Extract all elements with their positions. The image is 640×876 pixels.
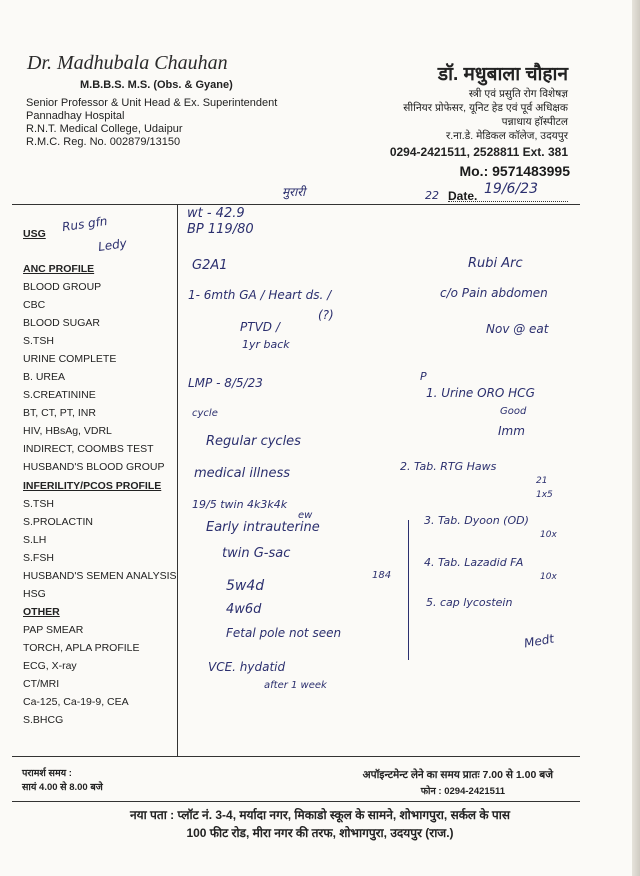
hw-cycle: cycle [192, 408, 218, 419]
page-edge-shadow [632, 0, 640, 876]
rmc-reg-no: R.M.C. Reg. No. 002879/13150 [26, 136, 181, 148]
hw-vce: VCE. hydatid [208, 660, 286, 674]
checklist-item: CT/MRI [23, 678, 60, 690]
hospital-hi: पन्नाधाय हॉस्पीटल [501, 116, 568, 128]
address-divider [12, 801, 580, 802]
checklist-item: BLOOD GROUP [23, 281, 102, 293]
hw-rx-5: 5. cap lycostein [426, 596, 513, 609]
checklist-item: HIV, HBsAg, VDRL [23, 425, 112, 437]
doctor-name-hi: डॉ. मधुबाला चौहान [437, 64, 568, 85]
hw-rx-3-b: 10x [540, 530, 557, 540]
hw-complaint: c/o Pain abdomen [440, 286, 548, 300]
doctor-degree: M.B.B.S. M.S. (Obs. & Gyane) [80, 79, 233, 91]
hw-patient-name: Rubi Arc [468, 256, 523, 271]
checklist-item: Ca-125, Ca-19-9, CEA [23, 696, 129, 708]
hw-fetal-pole: Fetal pole not seen [226, 626, 342, 640]
hw-complaint-2: Nov @ eat [486, 322, 549, 336]
hw-rx-1-note: Good [500, 406, 527, 417]
checklist-other: OTHER [23, 606, 60, 618]
consult-label: परामर्श समय : [22, 768, 72, 779]
checklist-item: S.FSH [23, 552, 54, 564]
phone-numbers: 0294-2421511, 2528811 Ext. 381 [389, 145, 568, 159]
college-hi: र.ना.डे. मेडिकल कॉलेज, उदयपुर [445, 130, 568, 142]
hw-gest-1: 5w4d [226, 578, 265, 594]
checklist-infertility-profile: INFERILITY/PCOS PROFILE [23, 480, 162, 492]
hw-usg-date-b: ew [298, 510, 313, 521]
date-underline [448, 201, 568, 202]
hw-rx-2-b: 21 [536, 476, 548, 486]
hw-bracket-line [408, 520, 409, 660]
college-name: R.N.T. Medical College, Udaipur [26, 123, 183, 135]
footer-phone: फोन : 0294-2421511 [420, 786, 505, 797]
checklist-item: INDIRECT, COOMBS TEST [23, 443, 154, 455]
checklist-item: S.TSH [23, 498, 54, 510]
hw-usg-note2: Ledy [97, 236, 128, 254]
title-hi: सीनियर प्रोफेसर, यूनिट हेड एवं पूर्व अधिक्षक [403, 102, 568, 114]
hw-lmp: LMP - 8/5/23 [188, 376, 263, 390]
checklist-item: S.TSH [23, 335, 54, 347]
checklist-item: URINE COMPLETE [23, 353, 117, 365]
address-line-1: नया पता : प्लॉट नं. 3-4, मर्यादा नगर, मिकाडो स्कूल के सामने, शोभागपुरा, सर्कल के पास [130, 808, 510, 822]
hw-rx-2-c: 1x5 [536, 490, 553, 500]
hw-after-week: after 1 week [264, 680, 327, 691]
hw-twin-gsac: twin G-sac [222, 546, 291, 561]
checklist-item: S.CREATININE [23, 389, 96, 401]
date-prefix: 22 [425, 189, 439, 202]
checklist-anc-profile: ANC PROFILE [23, 263, 95, 275]
appointment-time: अपॉइन्टमेन्ट लेने का समय प्रातः 7.00 से 1.00 बजे [362, 769, 553, 781]
checklist-divider [177, 204, 178, 756]
hw-weight: wt - 42.9 [187, 206, 245, 221]
hw-rx-1: 1. Urine ORO HCG [426, 386, 535, 400]
hw-rx-1-note2: Imm [498, 424, 525, 438]
hw-rx-4: 4. Tab. Lazadid FA [424, 556, 524, 569]
checklist-item: S.LH [23, 534, 47, 546]
hw-usg-note: Rus gfn [61, 213, 109, 235]
hw-rx-6: Medt [523, 631, 556, 651]
consult-time: सायं 4.00 से 8.00 बजे [22, 782, 103, 793]
hw-usg-date: 19/5 twin 4k3k4k [192, 498, 288, 511]
hw-gest-1b: 184 [372, 570, 392, 581]
checklist-item: CBC [23, 299, 46, 311]
checklist-item: S.PROLACTIN [23, 516, 94, 528]
date-label: Date. [448, 189, 478, 203]
hw-rx-label: P [420, 370, 427, 383]
hw-history-2: PTVD / [240, 320, 280, 334]
checklist-item: S.BHCG [23, 714, 64, 726]
hw-history-3: 1yr back [242, 338, 290, 351]
specialty-hi: स्त्री एवं प्रसुति रोग विशेषज्ञ [468, 88, 568, 100]
checklist-usg: USG [23, 228, 46, 240]
doctor-name-en: Dr. Madhubala Chauhan [27, 52, 228, 74]
handwritten-stamp: मुरारी [282, 185, 306, 199]
hw-history-1: 1- 6mth GA / Heart ds. / [188, 288, 332, 302]
hw-gest-2: 4w6d [226, 602, 262, 617]
hw-bp: BP 119/80 [187, 222, 254, 237]
checklist-item: HUSBAND'S BLOOD GROUP [23, 461, 165, 473]
header-divider [12, 204, 580, 205]
doctor-title: Senior Professor & Unit Head & Ex. Superintendent [26, 97, 278, 109]
hw-rx-2: 2. Tab. RTG Haws [400, 460, 497, 473]
hw-rx-3: 3. Tab. Dyoon (OD) [424, 514, 529, 527]
checklist-item: HSG [23, 588, 46, 600]
footer-divider [12, 756, 580, 757]
hw-regular-cycles: Regular cycles [206, 434, 301, 449]
checklist-item: PAP SMEAR [23, 624, 84, 636]
checklist-item: B. UREA [23, 371, 66, 383]
date-value: 19/6/23 [484, 181, 538, 197]
hw-gravida: G2A1 [192, 258, 228, 273]
hw-medical-illness: medical illness [194, 466, 291, 481]
address-line-2: 100 फीट रोड, मीरा नगर की तरफ, शोभागपुरा, उदयपुर (राज.) [186, 826, 454, 840]
checklist-item: BT, CT, PT, INR [23, 407, 96, 419]
checklist-item: BLOOD SUGAR [23, 317, 101, 329]
hospital-name: Pannadhay Hospital [26, 110, 125, 122]
hw-history-1b: (?) [318, 308, 334, 322]
hw-rx-4-b: 10x [540, 572, 557, 582]
mobile-number: Mo.: 9571483995 [459, 163, 570, 179]
checklist-item: TORCH, APLA PROFILE [23, 642, 140, 654]
checklist-item: HUSBAND'S SEMEN ANALYSIS [23, 570, 177, 582]
hw-early-iu: Early intrauterine [206, 520, 320, 535]
checklist-item: ECG, X-ray [23, 660, 77, 672]
